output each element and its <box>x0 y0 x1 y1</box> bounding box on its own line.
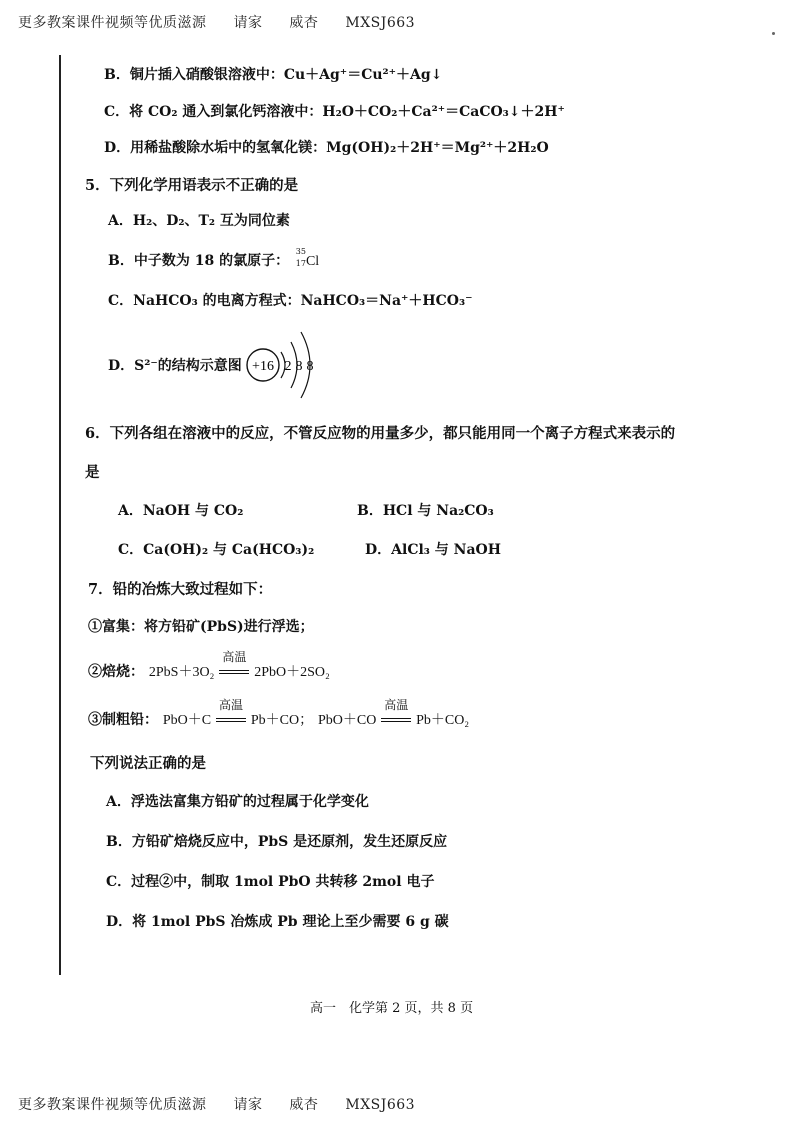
q5-option-c: C．NaHCO₃ 的电离方程式：NaHCO₃＝Na⁺＋HCO₃⁻ <box>108 293 473 309</box>
q7-step-3a-condition <box>216 698 246 728</box>
q7-stem: 7．铅的冶炼大致过程如下： <box>88 581 273 598</box>
atomic-number: 17 <box>295 259 306 268</box>
shell-electrons-1: 2 <box>284 359 292 374</box>
q7-step-3a-products: Pb＋CO； <box>250 713 314 728</box>
element-symbol: Cl <box>305 254 320 269</box>
q7-step-1: ①富集：将方铅矿(PbS)进行浮选； <box>88 619 314 635</box>
isotope-notation <box>294 247 306 269</box>
contact-prefix: 请家 <box>233 1097 263 1113</box>
q7-step-2-condition <box>219 650 249 680</box>
q7-step-3a-condition-text: 高温 <box>218 698 243 712</box>
contact-name: 威杏 <box>289 15 319 31</box>
q7-option-d: D．将 1mol PbS 冶炼成 Pb 理论上至少需要 6 g 碳 <box>106 914 449 930</box>
q4-option-c: C．将 CO₂ 通入到氯化钙溶液中：H₂O＋CO₂＋Ca²⁺＝CaCO₃↓＋2H⁺ <box>104 104 565 120</box>
q6-option-b: B．HCl 与 Na₂CO₃ <box>357 503 494 519</box>
q7-step-3a-reactants: PbO＋C <box>162 713 212 728</box>
q7-step-3-label: ③制粗铅： <box>88 712 158 728</box>
q6-option-a: A．NaOH 与 CO₂ <box>118 503 244 519</box>
mass-number: 35 <box>295 247 306 256</box>
q6-option-d: D．AlCl₃ 与 NaOH <box>365 542 501 558</box>
q7-step-2-label: ②焙烧： <box>88 664 144 680</box>
contact-code: MXSJ663 <box>345 1097 416 1113</box>
q7-step-3b-products: Pb＋CO₂ <box>416 713 470 728</box>
q7-option-a: A．浮选法富集方铅矿的过程属于化学变化 <box>106 794 369 810</box>
q6-stem-continued: 是 <box>85 464 100 481</box>
q6-stem: 6．下列各组在溶液中的反应，不管反应物的用量多少，都只能用同一个离子方程式来表示的 <box>85 425 676 442</box>
page-footer: 高一 化学第 2 页，共 8 页 <box>310 1001 474 1016</box>
promo-text: 更多教案课件视频等优质滋源 <box>18 15 207 31</box>
q4-option-b: B．铜片插入硝酸银溶液中：Cu＋Ag⁺＝Cu²⁺＋Ag↓ <box>104 67 443 83</box>
shell-electrons-3: 8 <box>306 359 314 374</box>
q7-option-b: B．方铅矿焙烧反应中，PbS 是还原剂，发生还原反应 <box>106 834 448 850</box>
equals-sign <box>216 718 246 722</box>
q4-option-d: D．用稀盐酸除水垢中的氢氧化镁：Mg(OH)₂＋2H⁺＝Mg²⁺＋2H₂O <box>104 140 549 156</box>
q7-step-2-reactants: 2PbS＋3O₂ <box>148 665 215 680</box>
q5-stem: 5．下列化学用语表示不正确的是 <box>85 177 299 194</box>
q7-option-c: C．过程②中，制取 1mol PbO 共转移 2mol 电子 <box>106 874 435 890</box>
top-promo-banner <box>18 12 437 32</box>
q5-option-b-text: B．中子数为 18 的氯原子： <box>108 253 290 269</box>
q7-step-3b-reactants: PbO＋CO <box>317 713 377 728</box>
q5-option-a: A．H₂、D₂、T₂ 互为同位素 <box>108 213 290 229</box>
q7-step-3b-condition-text: 高温 <box>384 698 409 712</box>
shell-electrons-2: 8 <box>295 359 303 374</box>
bottom-promo-banner <box>18 1094 437 1114</box>
nucleus-charge: +16 <box>252 359 274 374</box>
q7-step-3b-condition <box>381 698 411 728</box>
scan-dot <box>772 32 775 35</box>
promo-text: 更多教案课件视频等优质滋源 <box>18 1097 207 1113</box>
contact-name: 威杏 <box>289 1097 319 1113</box>
contact-code: MXSJ663 <box>345 15 416 31</box>
q5-option-d: D．S²⁻的结构示意图 <box>108 358 242 374</box>
q7-step-2-condition-text: 高温 <box>222 650 247 664</box>
contact-prefix: 请家 <box>233 15 263 31</box>
equals-sign <box>381 718 411 722</box>
q5-option-b <box>108 247 320 270</box>
q7-step-3 <box>88 698 470 729</box>
q6-option-c: C．Ca(OH)₂ 与 Ca(HCO₃)₂ <box>118 542 315 558</box>
sulfide-ion-structure-diagram <box>243 318 333 412</box>
q7-step-2 <box>88 650 330 681</box>
equals-sign <box>219 670 249 674</box>
margin-line <box>59 55 61 975</box>
q7-sub-stem: 下列说法正确的是 <box>90 755 206 772</box>
q7-step-2-products: 2PbO＋2SO₂ <box>254 665 330 680</box>
